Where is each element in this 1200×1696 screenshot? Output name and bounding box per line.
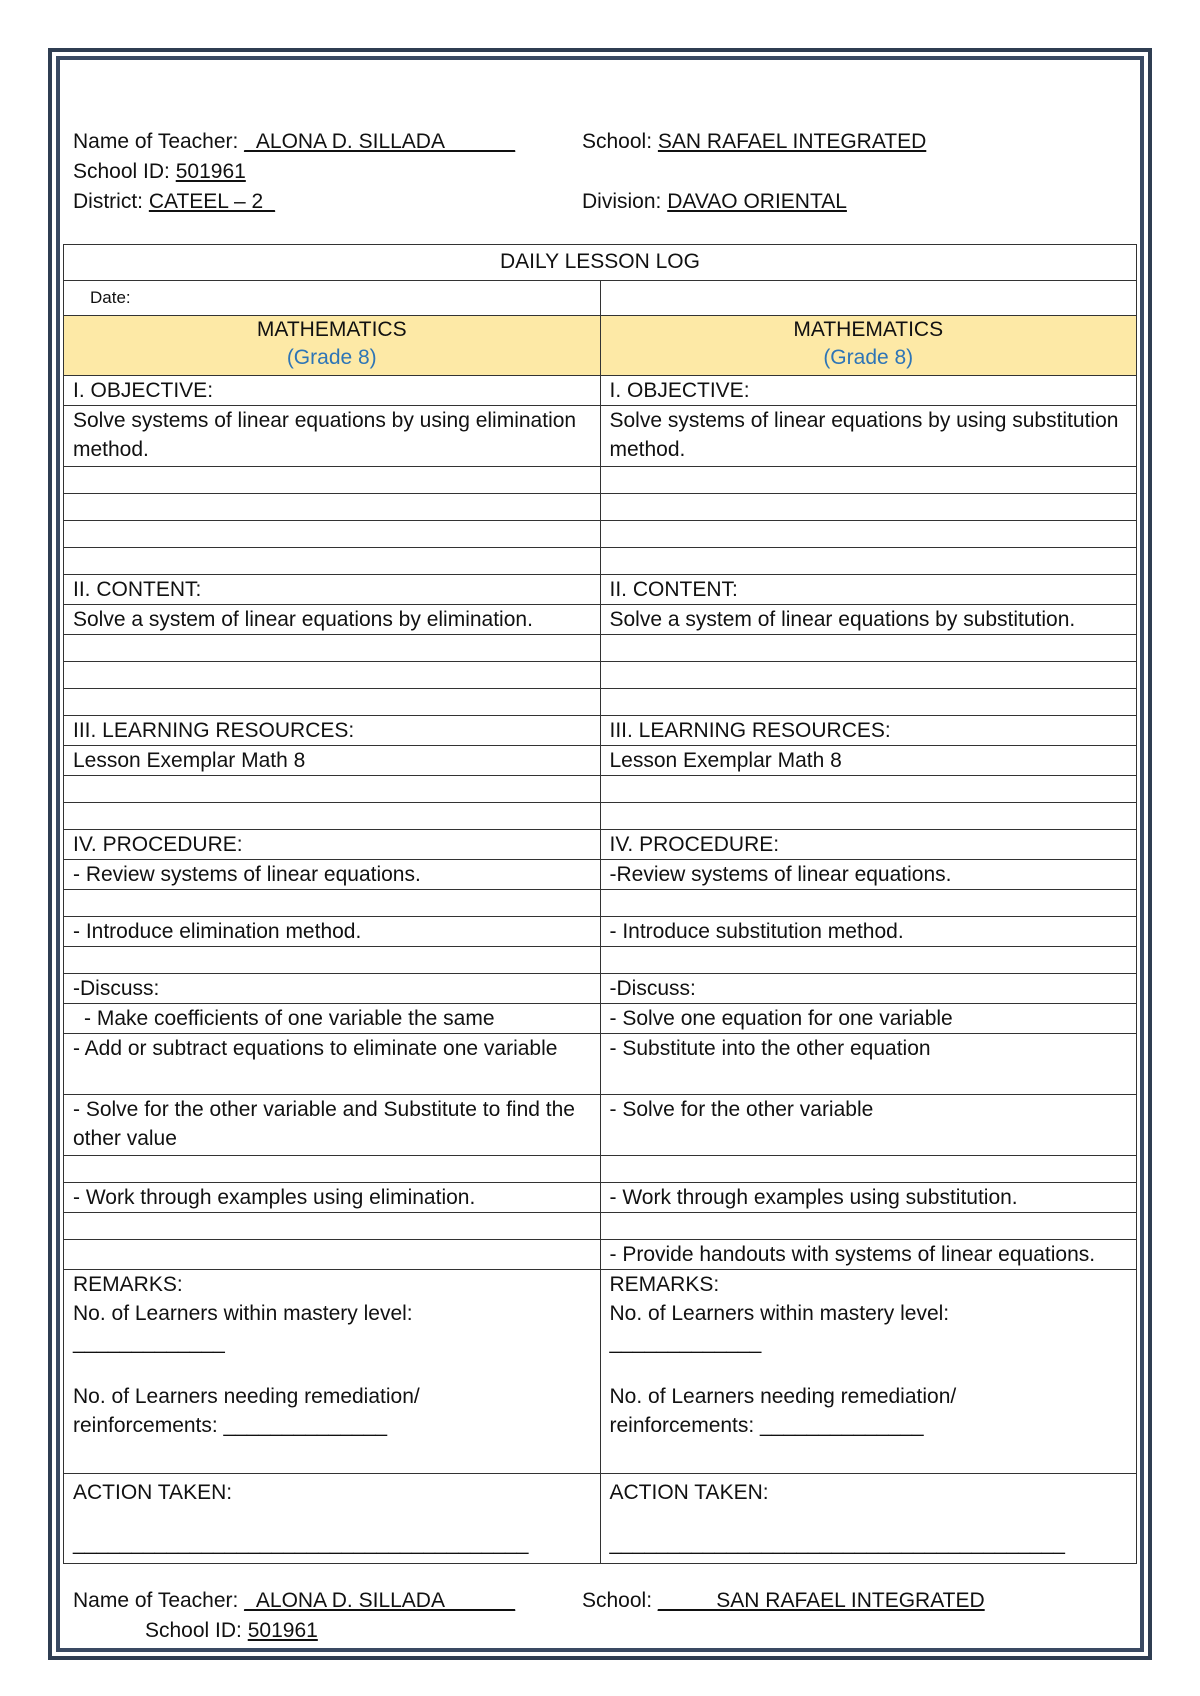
mastery-label: No. of Learners within mastery level: [609,1302,950,1325]
footer-teacher-line [73,1589,515,1613]
content-heading: II. CONTENT: [600,575,1137,605]
footer-school-id-label: School ID: [145,1619,242,1642]
division-value: DAVAO ORIENTAL [667,190,847,213]
blank-cell [600,548,1137,575]
blank-cell [64,776,601,803]
blank-cell [600,494,1137,521]
discuss-step: - Add or subtract equations to eliminate one variable [64,1034,601,1095]
blank-cell [64,548,601,575]
blank-cell [64,689,601,716]
date-field[interactable]: Date: [64,281,601,316]
action-taken-cell [600,1474,1137,1564]
school-name: SAN RAFAEL INTEGRATED [657,130,927,153]
footer-teacher-name: _ALONA D. SILLADA______ [244,1589,516,1612]
discuss-step: - Substitute into the other equation [600,1034,1137,1095]
blank-cell [600,689,1137,716]
action-heading: ACTION TAKEN: [73,1481,233,1504]
mastery-blank[interactable]: _____________ [609,1331,762,1354]
blank-cell [600,890,1137,917]
blank-cell [600,662,1137,689]
blank-cell [600,1156,1137,1183]
grade-level: (Grade 8) [823,346,914,369]
procedure-step: - Work through examples using substitution. [600,1183,1137,1213]
blank-cell [64,521,601,548]
blank-cell [64,890,601,917]
objective-heading: I. OBJECTIVE: [600,376,1137,406]
blank-cell [64,662,601,689]
district-line [73,190,275,214]
blank-cell [600,521,1137,548]
mastery-label: No. of Learners within mastery level: [73,1302,413,1325]
district-label: District: [73,190,143,213]
blank-cell [64,1213,601,1240]
blank-cell [600,776,1137,803]
grade-level: (Grade 8) [286,346,377,369]
resources-heading: III. LEARNING RESOURCES: [600,716,1137,746]
resources-heading: III. LEARNING RESOURCES: [64,716,601,746]
objective-heading: I. OBJECTIVE: [64,376,601,406]
school-label: School: [582,130,653,153]
subject-header-right [600,316,1137,376]
reinforcements-blank[interactable]: reinforcements: ______________ [73,1414,388,1437]
procedure-step: - Provide handouts with systems of linear equations. [600,1240,1137,1270]
blank-cell [600,635,1137,662]
footer-teacher-label: Name of Teacher: [73,1589,239,1612]
discuss-label: -Discuss: [600,974,1137,1004]
remarks-heading: REMARKS: [73,1273,183,1296]
log-title: DAILY LESSON LOG [64,245,1137,281]
action-blank[interactable]: _______________________________________ [609,1532,1065,1555]
spacer [73,1357,591,1382]
discuss-step: - Solve for the other variable and Substitute to find the other value [64,1095,601,1156]
district-value: CATEEL – 2_ [148,190,275,213]
school-id-value: 501961 [175,160,246,183]
teacher-line [73,130,515,154]
procedure-step: - Work through examples using elimination. [64,1183,601,1213]
procedure-heading: IV. PROCEDURE: [600,830,1137,860]
footer-school-name: _____SAN RAFAEL INTEGRATED [657,1589,985,1612]
division-line [582,190,847,214]
blank-cell [64,1156,601,1183]
content-text: Solve a system of linear equations by elimination. [64,605,601,635]
blank-cell [64,635,601,662]
school-id-line [73,160,246,184]
footer-school-id-value: 501961 [247,1619,318,1642]
discuss-step: - Make coefficients of one variable the same [64,1004,601,1034]
content-text: Solve a system of linear equations by substitution. [600,605,1137,635]
action-heading: ACTION TAKEN: [609,1481,769,1504]
blank-cell [600,803,1137,830]
discuss-step: - Solve for the other variable [600,1095,1137,1156]
action-blank[interactable]: _______________________________________ [73,1532,529,1555]
procedure-heading: IV. PROCEDURE: [64,830,601,860]
procedure-step: - Introduce elimination method. [64,917,601,947]
objective-text: Solve systems of linear equations by using substitution method. [600,406,1137,467]
discuss-label: -Discuss: [64,974,601,1004]
procedure-step: -Review systems of linear equations. [600,860,1137,890]
blank-cell [64,803,601,830]
discuss-step: - Solve one equation for one variable [600,1004,1137,1034]
school-id-label: School ID: [73,160,170,183]
reinforcements-blank[interactable]: reinforcements: ______________ [609,1414,924,1437]
content-heading: II. CONTENT: [64,575,601,605]
remarks-cell [600,1270,1137,1474]
footer-school-line [582,1589,985,1613]
remediation-label: No. of Learners needing remediation/ [73,1385,420,1408]
school-line [582,130,926,154]
resources-text: Lesson Exemplar Math 8 [64,746,601,776]
blank-cell [64,947,601,974]
blank-cell [600,947,1137,974]
footer-school-id-line [145,1619,318,1643]
division-label: Division: [582,190,662,213]
daily-lesson-log-table [63,244,1137,1564]
procedure-step: - Introduce substitution method. [600,917,1137,947]
teacher-name: _ALONA D. SILLADA______ [244,130,516,153]
footer-school-label: School: [582,1589,653,1612]
blank-cell [600,1213,1137,1240]
mastery-blank[interactable]: _____________ [73,1331,225,1354]
blank-cell [64,467,601,494]
spacer [610,1357,1128,1382]
procedure-step [64,1240,601,1270]
subject-name: MATHEMATICS [256,318,407,341]
remarks-heading: REMARKS: [609,1273,720,1296]
blank-cell [600,467,1137,494]
teacher-label: Name of Teacher: [73,130,239,153]
remediation-label: No. of Learners needing remediation/ [609,1385,957,1408]
objective-text: Solve systems of linear equations by using elimination method. [64,406,601,467]
action-taken-cell [64,1474,601,1564]
procedure-step: - Review systems of linear equations. [64,860,601,890]
date-field-right[interactable] [600,281,1137,316]
subject-name: MATHEMATICS [793,318,944,341]
resources-text: Lesson Exemplar Math 8 [600,746,1137,776]
remarks-cell [64,1270,601,1474]
blank-cell [64,494,601,521]
subject-header-left [64,316,601,376]
